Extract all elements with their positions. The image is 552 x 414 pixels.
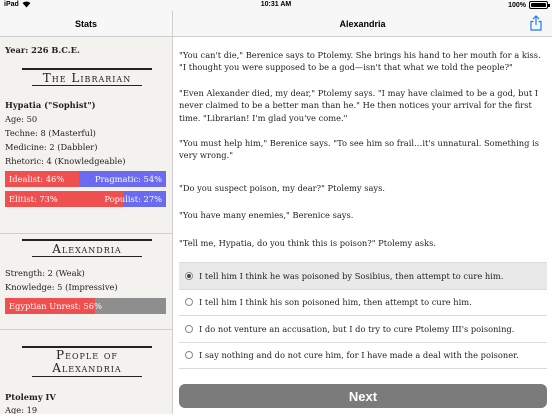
heading-rule: [32, 256, 142, 257]
story-paragraph: "Do you suspect poison, my dear?" Ptolemy says.: [179, 183, 385, 193]
story-panel[interactable]: [174, 37, 552, 414]
medicine-stat: Medicine: 2 (Dabbler): [5, 142, 98, 152]
heading-rule: [32, 85, 142, 86]
status-right: [508, 1, 548, 9]
rhetoric-stat: Rhetoric: 4 (Knowledgeable): [5, 156, 126, 166]
radio-button[interactable]: [185, 351, 193, 359]
share-icon[interactable]: [529, 15, 543, 31]
section-divider: [0, 233, 172, 234]
story-paragraph: "You can't die," Berenice says to Ptolemy. She brings his hand to her mouth for a kiss. "I thought you were supposed to be a god—isn't that what we told the people?": [179, 50, 541, 73]
alexandria-heading: [22, 239, 152, 257]
ptolemy-name: Ptolemy IV: [5, 392, 56, 402]
sidebar-title: Stats: [74, 18, 97, 29]
strength-stat: Strength: 2 (Weak): [5, 268, 85, 278]
status-bar: [0, 0, 552, 11]
elitist-label: Elitist: 73%: [9, 194, 58, 204]
story-paragraph: "Tell me, Hypatia, do you think this is poison?" Ptolemy asks.: [179, 238, 436, 248]
choice-list: [179, 262, 547, 369]
idealist-pragmatic-bar: [5, 171, 166, 187]
status-time: 10:31 AM: [260, 1, 292, 8]
idealist-label: Idealist: 46%: [9, 174, 65, 184]
elitist-populist-bar: [5, 191, 166, 207]
heading-rule: [32, 376, 142, 377]
story-paragraph: "Even Alexander died, my dear," Ptolemy says. "I may have claimed to be a god, but I never claimed to be a better man than he." He then notices your arrival for the first time. "Librarian! I'm glad you've come.": [179, 88, 539, 123]
radio-button[interactable]: [185, 272, 193, 280]
knowledge-stat: Knowledge: 5 (Impressive): [5, 282, 118, 292]
unrest-label: Egyptian Unrest: 56%: [9, 301, 102, 311]
choice-label: I tell him I think his son poisoned him, then attempt to cure him.: [199, 297, 472, 308]
librarian-age: Age: 50: [5, 114, 38, 124]
next-button[interactable]: Next: [179, 384, 547, 408]
battery-percent: 100%: [508, 1, 526, 9]
librarian-heading: [22, 68, 152, 86]
carrier-label: iPad: [4, 1, 19, 8]
main-nav-bar: [173, 11, 552, 37]
radio-button[interactable]: [185, 298, 193, 306]
stats-sidebar[interactable]: [0, 37, 173, 414]
battery-icon: [529, 1, 548, 9]
choice-label: I do not venture an accusation, but I do try to cure Ptolemy III's poisoning.: [199, 323, 515, 334]
section-divider: [0, 329, 172, 330]
pragmatic-label: Pragmatic: 54%: [94, 174, 162, 184]
story-paragraph: "You have many enemies," Berenice says.: [179, 210, 354, 220]
radio-button[interactable]: [185, 325, 193, 333]
people-heading-line2: Alexandria: [52, 361, 122, 375]
choice-label: I say nothing and do not cure him, for I have made a deal with the poisoner.: [199, 350, 519, 361]
choice-option[interactable]: [179, 343, 547, 370]
librarian-heading-text: The Librarian: [42, 71, 132, 85]
choice-option[interactable]: [179, 316, 547, 343]
people-heading-line1: People of: [56, 348, 118, 362]
story-paragraph: "You must help him," Berenice says. "To see him so frail…it's unnatural. Something is very wrong.": [179, 138, 539, 161]
egyptian-unrest-bar: [5, 298, 166, 314]
choice-label: I tell him I think he was poisoned by Sosibius, then attempt to cure him.: [199, 270, 504, 281]
year-label: Year: 226 B.C.E.: [5, 45, 80, 55]
page-title: Alexandria: [339, 18, 386, 29]
alexandria-heading-text: Alexandria: [52, 242, 122, 256]
choice-option[interactable]: [179, 290, 547, 317]
people-heading: [22, 346, 152, 377]
choice-option[interactable]: [179, 263, 547, 290]
ptolemy-age: Age: 19: [5, 405, 38, 414]
sidebar-nav-bar: [0, 11, 173, 37]
unrest-empty: [95, 298, 166, 314]
librarian-name: Hypatia ("Sophist"): [5, 100, 96, 110]
populist-label: Populist: 27%: [104, 194, 162, 204]
techne-stat: Techne: 8 (Masterful): [5, 128, 96, 138]
